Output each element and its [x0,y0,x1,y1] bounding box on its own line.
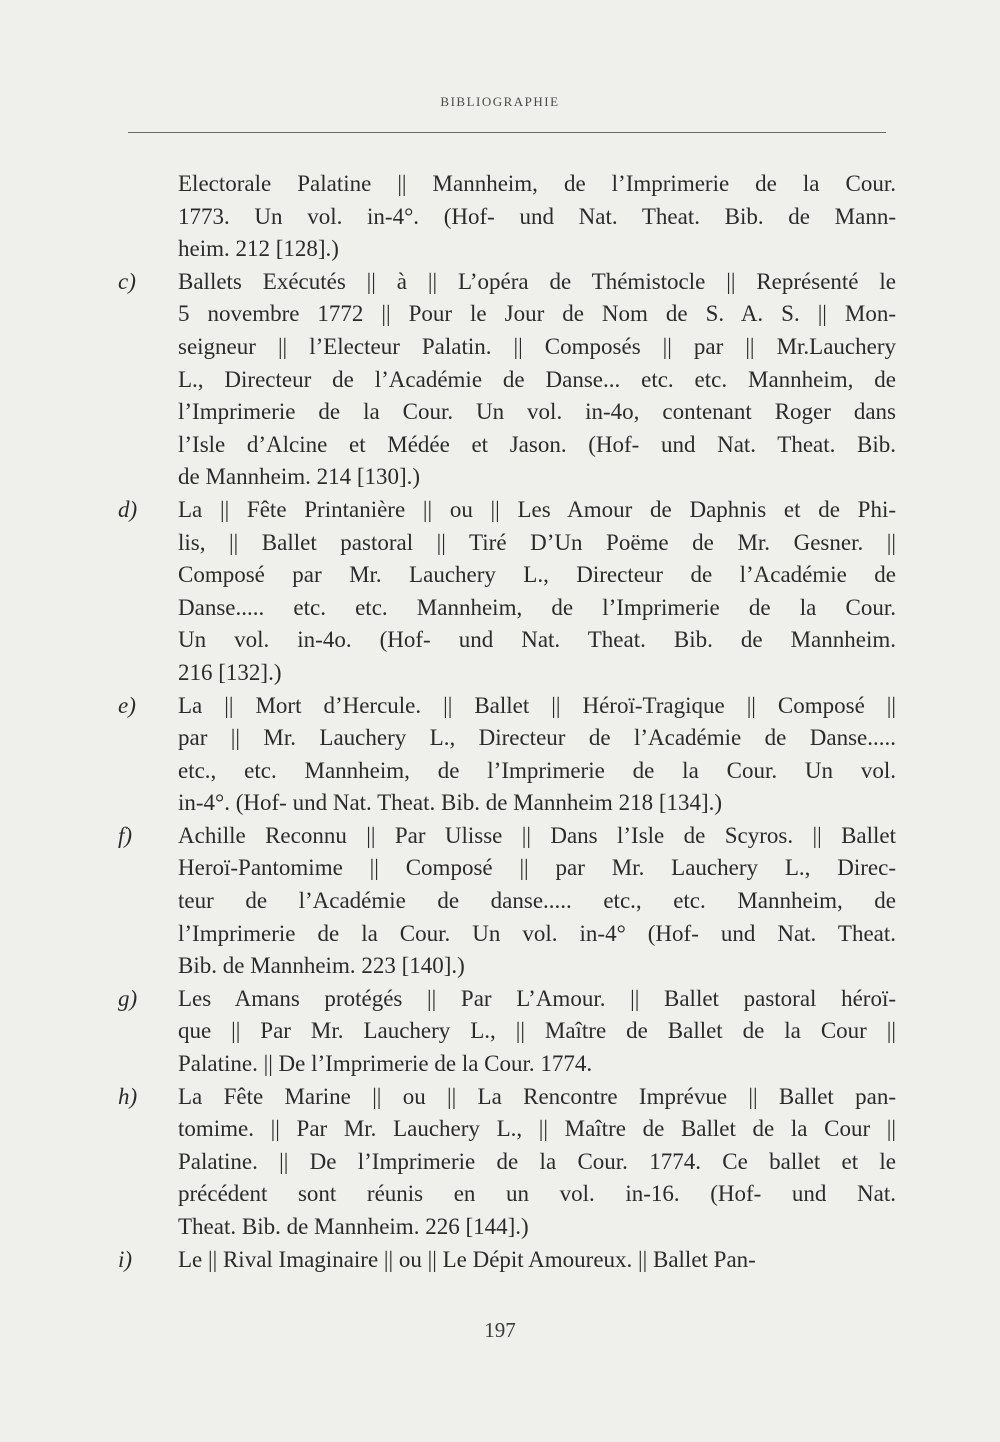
entry-line [116,1211,896,1244]
entry-text: lis, || Ballet pastoral || Tiré D’Un Poëme de Mr. Gesner. || [178,529,896,555]
entry-line [116,820,896,853]
entry-text: Electorale Palatine || Mannheim, de l’Imprimerie de la Cour. [178,171,896,196]
entry-line [116,364,896,397]
entry-text: La Fête Marine || ou || La Rencontre Imprévue || Ballet pan- [178,1083,896,1109]
entry-line [116,1081,896,1114]
entry-line [116,168,896,201]
entry-line [116,429,896,462]
entry-line [116,657,896,690]
entry-text: Achille Reconnu || Par Ulisse || Dans l’Isle de Scyros. || Ballet [178,822,896,848]
entry-text: La || Fête Printanière || ou || Les Amour de Daphnis et de Phi- [178,496,896,522]
entry-text: heim. 212 [128].) [178,236,339,262]
bibliography-entry [116,168,896,266]
entry-line [116,755,896,788]
entry-line [116,852,896,885]
entry-line [116,918,896,951]
entry-text: L., Directeur de l’Académie de Danse... etc. etc. Mannheim, de [178,366,896,392]
entry-text: Composé par Mr. Lauchery L., Directeur de l’Académie de [178,562,896,588]
entry-line [116,559,896,592]
entry-label: h) [118,1083,138,1109]
entry-label: g) [118,985,138,1011]
entry-line [116,298,896,331]
bibliography-entry [116,690,896,820]
page-number: 197 [484,1318,516,1342]
bibliography-entry [116,1081,896,1244]
entry-text: Bib. de Mannheim. 223 [140].) [178,953,465,979]
entry-text: Theat. Bib. de Mannheim. 226 [144].) [178,1214,529,1239]
entry-line [116,396,896,429]
entry-line [116,787,896,820]
bibliography-entry [116,1244,896,1277]
entry-line [116,331,896,364]
entry-text: Palatine. || De l’Imprimerie de la Cour. 1774. [178,1051,593,1077]
entry-line [116,1113,896,1146]
entry-text: etc., etc. Mannheim, de l’Imprimerie de la Cour. Un vol. [178,757,896,783]
entry-text: 216 [132].) [178,659,282,685]
entry-line [116,624,896,657]
bibliography-entry [116,266,896,494]
entry-line [116,1015,896,1048]
entry-line [116,266,896,299]
entry-line [116,527,896,560]
entry-text: de Mannheim. 214 [130].) [178,464,421,490]
entry-text: Danse..... etc. etc. Mannheim, de l’Imprimerie de la Cour. [178,594,896,620]
entry-label: d) [118,496,138,522]
entry-text: 5 novembre 1772 || Pour le Jour de Nom de S. A. S. || Mon- [178,301,896,327]
entry-line [116,1146,896,1179]
entry-text: Palatine. || De l’Imprimerie de la Cour. 1774. Ce ballet et le [178,1148,896,1174]
entry-line [116,1048,896,1081]
entry-text: La || Mort d’Hercule. || Ballet || Héroï-Tragique || Composé || [178,692,896,718]
entry-label: f) [118,822,133,848]
entry-text: l’Isle d’Alcine et Médée et Jason. (Hof- und Nat. Theat. Bib. [178,431,896,457]
bibliography-list [116,168,896,1276]
entry-label: e) [118,692,136,718]
entry-text: 1773. Un vol. in-4°. (Hof- und Nat. Theat. Bib. de Mann- [178,203,896,229]
header-rule [128,132,886,133]
entry-text: Heroï-Pantomime || Composé || par Mr. Lauchery L., Direc- [178,855,896,881]
bibliography-entry [116,820,896,983]
entry-line [116,885,896,918]
entry-text: par || Mr. Lauchery L., Directeur de l’Académie de Danse..... [178,725,896,751]
entry-text: teur de l’Académie de danse..... etc., etc. Mannheim, de [178,888,896,914]
running-header: BIBLIOGRAPHIE [440,94,560,109]
entry-line [116,722,896,755]
entry-text: Ballets Exécutés || à || L’opéra de Thémistocle || Représenté le [178,268,896,294]
entry-line [116,983,896,1016]
entry-label: i) [118,1246,133,1272]
entry-line [116,461,896,494]
entry-text: précédent sont réunis en un vol. in-16. (Hof- und Nat. [178,1181,896,1207]
entry-line [116,1178,896,1211]
entry-text: l’Imprimerie de la Cour. Un vol. in-4o, contenant Roger dans [178,399,896,425]
entry-line [116,1244,896,1277]
entry-line [116,201,896,234]
entry-line [116,233,896,266]
entry-text: l’Imprimerie de la Cour. Un vol. in-4° (Hof- und Nat. Theat. [178,920,896,946]
entry-text: que || Par Mr. Lauchery L., || Maître de Ballet de la Cour || [178,1018,896,1044]
entry-text: Un vol. in-4o. (Hof- und Nat. Theat. Bib. de Mannheim. [178,627,896,653]
entry-text: Les Amans protégés || Par L’Amour. || Ballet pastoral héroï- [178,985,896,1011]
bibliography-entry [116,983,896,1081]
entry-text: seigneur || l’Electeur Palatin. || Composés || par || Mr.Lauchery [178,333,896,359]
entry-label: c) [118,268,136,294]
entry-text: tomime. || Par Mr. Lauchery L., || Maître de Ballet de la Cour || [178,1116,896,1142]
entry-line [116,592,896,625]
entry-line [116,950,896,983]
bibliography-entry [116,494,896,690]
entry-text: Le || Rival Imaginaire || ou || Le Dépit Amoureux. || Ballet Pan- [178,1246,756,1272]
entry-text: in-4°. (Hof- und Nat. Theat. Bib. de Mannheim 218 [134].) [178,790,723,816]
entry-line [116,494,896,527]
entry-line [116,690,896,723]
